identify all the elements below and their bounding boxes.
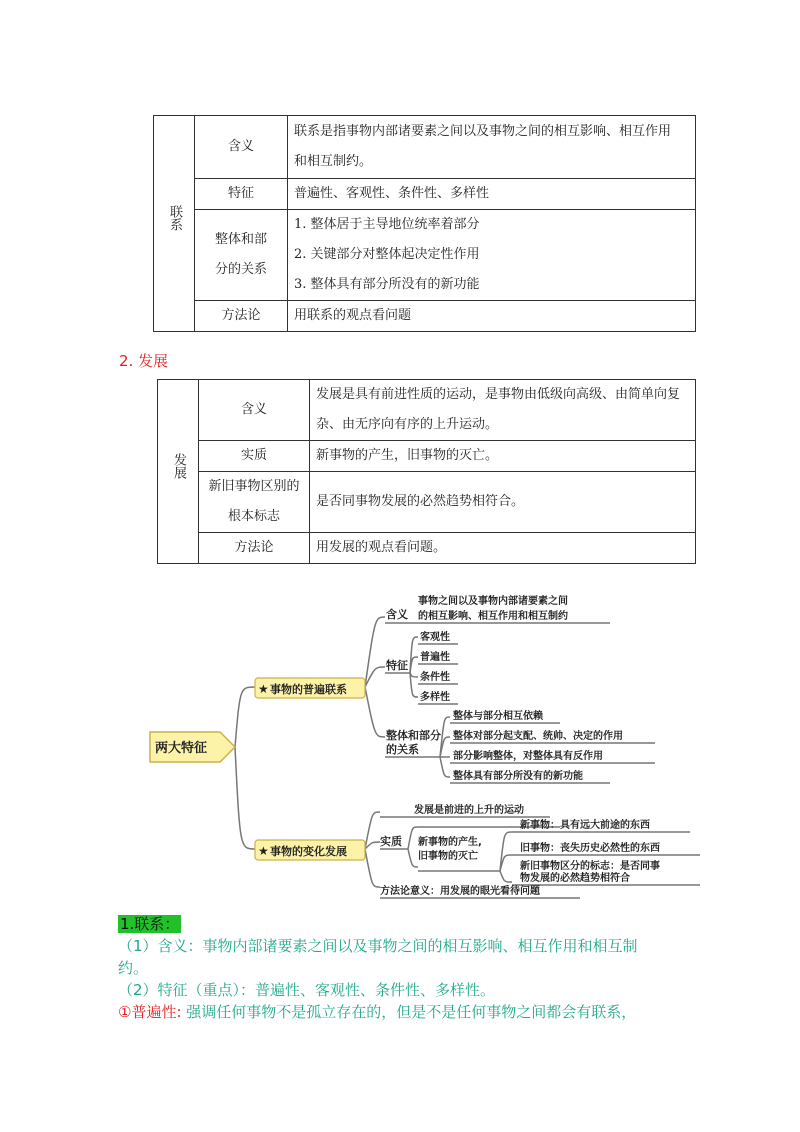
node-text: 新旧事物区分的标志：是否同事 xyxy=(520,861,660,872)
table2-label-fangfa: 方法论 xyxy=(199,533,310,564)
table-row xyxy=(158,441,696,472)
table1-label-hanyi: 含义 xyxy=(195,116,288,179)
notes-heading: 1.联系： xyxy=(120,915,180,933)
table2-content-biaozhi: 是否同事物发展的必然趋势相符合。 xyxy=(310,472,696,533)
node-text: 旧事物的灭亡 xyxy=(418,851,478,862)
node-text: 条件性 xyxy=(420,672,450,683)
table-row xyxy=(154,179,696,210)
label-line: 根本标志 xyxy=(227,509,280,524)
node-text: 方法论意义：用发展的眼光看待问题 xyxy=(380,886,540,897)
label-line: 整体和部 xyxy=(214,232,267,247)
node-text: 新事物：具有远大前途的东西 xyxy=(520,820,650,831)
node-text: 整体对部分起支配、统帅、决定的作用 xyxy=(453,731,623,742)
content-line: 联系是指事物内部诸要素之间以及事物之间的相互影响、相互作用 xyxy=(294,124,672,139)
table-row xyxy=(158,380,696,441)
table-row xyxy=(158,472,696,533)
notes-line: （2）特征（重点）：普遍性、客观性、条件性、多样性。 xyxy=(118,981,496,999)
table2-side xyxy=(158,380,199,564)
section-number: 2. xyxy=(119,352,134,370)
node-text: 物发展的必然趋势相符合 xyxy=(520,873,630,884)
table2-label-shizhi: 实质 xyxy=(199,441,310,472)
content-line: 和相互制约。 xyxy=(294,154,373,169)
table1-label-fangfa: 方法论 xyxy=(195,301,288,332)
table2-label-hanyi: 含义 xyxy=(199,380,310,441)
node-text: 整体具有部分所没有的新功能 xyxy=(453,771,583,782)
node-text: 新事物的产生, xyxy=(418,837,482,848)
content-line: 杂、由无序向有序的上升运动。 xyxy=(316,417,499,432)
content-line: 1. 整体居于主导地位统率着部分 xyxy=(294,217,480,232)
table-row xyxy=(154,301,696,332)
root-label: 两大特征 xyxy=(155,741,208,756)
content-line: 发展是具有前进性质的运动，是事物由低级向高级、由简单向复 xyxy=(316,387,681,402)
branch1-label: 事物的普遍联系 xyxy=(270,683,347,696)
node-text: 事物之间以及事物内部诸要素之间 xyxy=(418,596,568,607)
table1-label-zhengti xyxy=(195,210,288,301)
table-lianxi xyxy=(153,115,696,332)
table1-label-tezheng: 特征 xyxy=(195,179,288,210)
notes-line: （1）含义：事物内部诸要素之间以及事物之间的相互影响、相互作用和相互制 xyxy=(118,937,638,955)
node-text: 部分影响整体，对整体具有反作用 xyxy=(453,751,603,762)
label-line: 新旧事物区别的 xyxy=(208,479,300,494)
side-char: 联系 xyxy=(167,205,182,231)
notes-label: ①普遍性: xyxy=(118,1003,182,1021)
node-zhengti: 整体和部分 xyxy=(386,729,441,742)
node-zhengti: 的关系 xyxy=(386,743,419,756)
table1-content-tezheng: 普遍性、客观性、条件性、多样性 xyxy=(288,179,696,210)
node-text: 旧事物：丧失历史必然性的东西 xyxy=(520,843,660,854)
table-row xyxy=(154,116,696,179)
node-text: 整体与部分相互依赖 xyxy=(453,711,543,722)
table2-content-shizhi: 新事物的产生，旧事物的灭亡。 xyxy=(310,441,696,472)
side-char: 发展 xyxy=(171,453,186,479)
star-icon: ★ xyxy=(258,682,269,696)
notes-heading-line xyxy=(118,913,181,935)
node-tezheng: 特征 xyxy=(386,659,408,672)
table1-side xyxy=(154,116,195,332)
label-line: 分的关系 xyxy=(214,262,267,277)
content-line: 2. 关键部分对整体起决定性作用 xyxy=(294,247,480,262)
node-text: 多样性 xyxy=(420,692,450,703)
node-text: 客观性 xyxy=(420,632,450,643)
notes-line xyxy=(118,1001,636,1023)
table-row xyxy=(154,210,696,301)
table1-content-fangfa: 用联系的观点看问题 xyxy=(288,301,696,332)
notes-text: 强调任何事物不是孤立存在的，但是不是任何事物之间都会有联系， xyxy=(186,1003,637,1021)
table2-content-fangfa: 用发展的观点看问题。 xyxy=(310,533,696,564)
table2-label-biaozhi xyxy=(199,472,310,533)
node-shizhi: 实质 xyxy=(380,835,402,848)
star-icon: ★ xyxy=(258,844,269,858)
table-fazhan xyxy=(157,379,696,564)
content-line: 3. 整体具有部分所没有的新功能 xyxy=(294,277,480,292)
table-row xyxy=(158,533,696,564)
table2-content-hanyi xyxy=(310,380,696,441)
node-hanyi: 含义 xyxy=(386,608,408,621)
branch2-label: 事物的变化发展 xyxy=(270,845,347,858)
mind-map xyxy=(140,587,710,905)
notes-line: 约。 xyxy=(118,959,149,977)
node-text: 的相互影响、相互作用和相互制约 xyxy=(418,611,568,622)
table1-content-zhengti xyxy=(288,210,696,301)
node-text: 普遍性 xyxy=(420,652,450,663)
section-heading xyxy=(119,350,168,371)
section-title: 发展 xyxy=(138,352,169,370)
node-text: 发展是前进的上升的运动 xyxy=(414,805,524,816)
table1-content-hanyi xyxy=(288,116,696,179)
